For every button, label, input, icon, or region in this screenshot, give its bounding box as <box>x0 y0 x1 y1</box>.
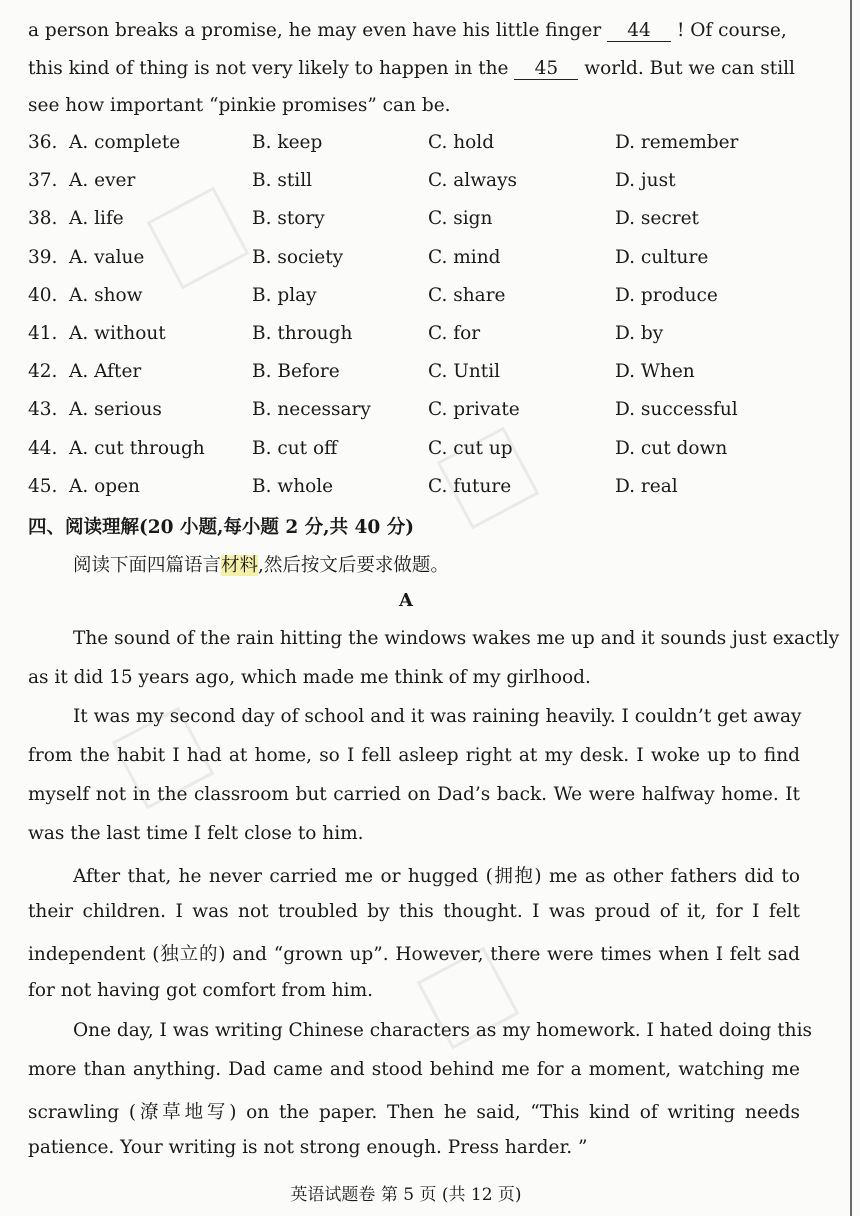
option-d: D. by <box>615 323 664 344</box>
section-heading: 四、阅读理解(20 小题,每小题 2 分,共 40 分) <box>28 517 414 538</box>
option-d: D. culture <box>615 246 709 268</box>
option-d: D. produce <box>615 284 718 306</box>
option-d: D. remember <box>615 132 739 153</box>
instruction: 阅读下面四篇语言材料,然后按文后要求做题。 <box>73 555 449 576</box>
option-c: C. private <box>428 399 520 421</box>
page-footer: 英语试题卷 第 5 页 (共 12 页) <box>290 1185 522 1205</box>
question-row <box>28 170 828 198</box>
option-d: D. real <box>615 475 678 497</box>
intro-line-2: this kind of thing is not very likely to happen in the 45 world. But we can still <box>28 58 795 79</box>
option-d: D. successful <box>615 399 738 421</box>
option-c: C. future <box>428 475 512 497</box>
option-b: B. cut off <box>252 437 338 459</box>
passage-line: as it did 15 years ago, which made me think of my girlhood. <box>28 667 591 688</box>
option-c: C. share <box>428 284 506 306</box>
option-a: A. without <box>69 323 166 344</box>
option-a: A. life <box>69 208 124 230</box>
option-d: D. secret <box>615 208 699 230</box>
option-a: A. show <box>69 284 143 306</box>
question-number: 44. <box>28 437 58 459</box>
question-row <box>28 208 828 236</box>
passage-line: was the last time I felt close to him. <box>28 823 364 844</box>
question-row <box>28 247 828 275</box>
passage-line: patience. Your writing is not strong enough. Press harder. ” <box>28 1137 588 1158</box>
question-number: 40. <box>28 284 58 306</box>
option-b: B. play <box>252 284 317 306</box>
passage-line: their children. I was not troubled by this thought. I was proud of it, for I felt <box>28 901 800 922</box>
option-c: C. sign <box>428 208 493 230</box>
page-edge-line <box>850 0 852 1216</box>
question-number: 37. <box>28 170 58 192</box>
option-b: B. keep <box>252 132 323 153</box>
option-c: C. hold <box>428 132 495 153</box>
option-c: C. Until <box>428 361 501 383</box>
blank-44: 44 <box>607 21 671 42</box>
option-a: A. complete <box>69 132 181 153</box>
option-b: B. Before <box>252 361 340 383</box>
option-c: C. mind <box>428 246 501 268</box>
question-number: 36. <box>28 132 58 153</box>
option-a: A. After <box>69 361 142 383</box>
option-a: A. cut through <box>69 437 205 459</box>
question-row <box>28 323 828 351</box>
question-number: 41. <box>28 323 58 344</box>
option-d: D. When <box>615 361 695 383</box>
question-row <box>28 285 828 313</box>
passage-line: One day, I was writing Chinese characters as my homework. I hated doing this <box>73 1020 813 1041</box>
option-a: A. value <box>69 246 145 268</box>
passage-line: from the habit I had at home, so I fell asleep right at my desk. I woke up to find <box>28 745 800 766</box>
option-b: B. through <box>252 323 353 344</box>
question-number: 39. <box>28 246 58 268</box>
passage-line: myself not in the classroom but carried on Dad’s back. We were halfway home. It <box>28 784 800 805</box>
option-d: D. just <box>615 170 676 192</box>
question-row <box>28 399 828 427</box>
option-a: A. serious <box>69 399 162 421</box>
option-b: B. story <box>252 208 325 230</box>
option-b: B. necessary <box>252 399 371 421</box>
option-c: C. cut up <box>428 437 513 459</box>
passage-line: After that, he never carried me or hugged (拥抱) me as other fathers did to <box>73 866 800 887</box>
highlighted-text: 材料 <box>221 555 259 576</box>
intro-line-1: a person breaks a promise, he may even have his little finger 44 ! Of course, <box>28 20 787 41</box>
option-a: A. open <box>69 475 140 497</box>
passage-line: scrawling (潦草地写) on the paper. Then he said, “This kind of writing needs <box>28 1102 800 1123</box>
option-c: C. for <box>428 323 481 344</box>
intro-line-3: see how important “pinkie promises” can be. <box>28 95 451 116</box>
question-number: 42. <box>28 361 58 383</box>
question-number: 45. <box>28 475 58 497</box>
passage-line: The sound of the rain hitting the windows wakes me up and it sounds just exactly <box>73 628 840 649</box>
question-row <box>28 438 828 466</box>
option-c: C. always <box>428 170 518 192</box>
option-a: A. ever <box>69 170 136 192</box>
option-b: B. society <box>252 246 344 268</box>
question-row <box>28 476 828 504</box>
option-b: B. whole <box>252 475 334 497</box>
option-b: B. still <box>252 170 313 192</box>
passage-line: It was my second day of school and it was raining heavily. I couldn’t get away <box>73 706 802 727</box>
passage-line: independent (独立的) and “grown up”. However, there were times when I felt sad <box>28 944 800 965</box>
question-row <box>28 361 828 389</box>
option-d: D. cut down <box>615 437 728 459</box>
question-number: 38. <box>28 208 58 230</box>
passage-line: for not having got comfort from him. <box>28 980 374 1001</box>
question-number: 43. <box>28 399 58 421</box>
blank-45: 45 <box>514 59 578 80</box>
question-row <box>28 132 828 160</box>
passage-label: A <box>399 590 413 611</box>
passage-line: more than anything. Dad came and stood behind me for a moment, watching me <box>28 1059 800 1080</box>
